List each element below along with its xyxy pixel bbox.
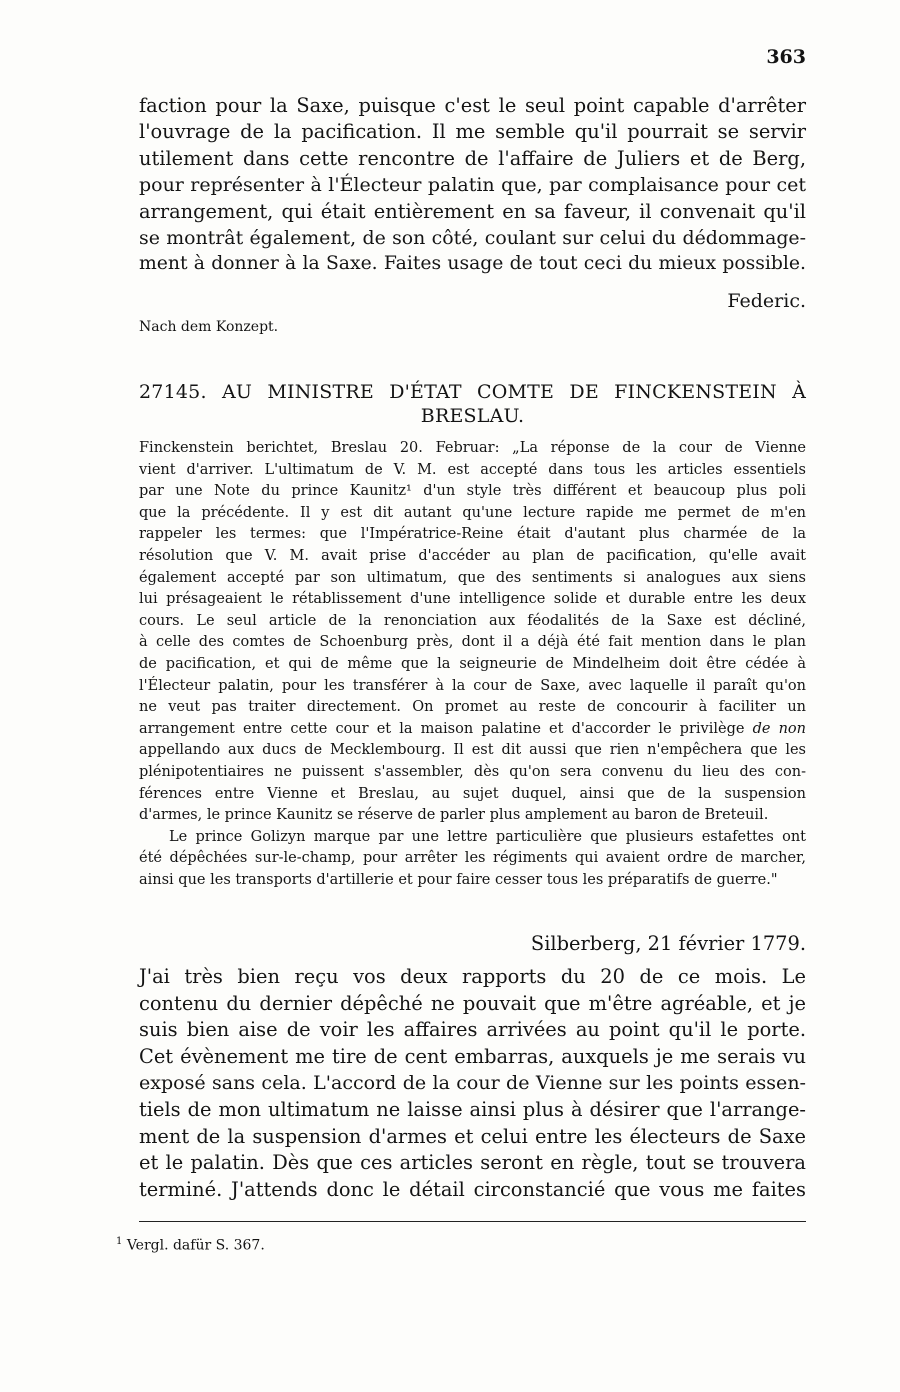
source-note: Nach dem Konzept. — [139, 319, 279, 335]
text-line: et le palatin. Dès que ces articles seront en règle, tout se trouvera — [139, 1151, 806, 1175]
text-segment: arrangement entre cette cour et la maison palatine et d'accorder le privilège — [139, 720, 745, 737]
heading-line: BRESLAU. — [420, 405, 525, 427]
text-line: été dépêchées sur-le-champ, pour arrêter les régiments qui avaient ordre de marcher, — [139, 850, 806, 867]
letter-heading — [139, 380, 806, 428]
text-line: que la précédente. Il y est dit autant qu'une lecture rapide me permet de m'en — [139, 504, 806, 521]
letter-paragraph — [139, 964, 806, 1203]
text-line: également accepté par son ultimatum, que des sentiments si analogues aux siens — [139, 569, 806, 586]
text-line: vient d'arriver. L'ultimatum de V. M. est accepté dans tous les articles essentiels — [139, 461, 806, 478]
text-line: férences entre Vienne et Breslau, au sujet duquel, ainsi que de la suspension — [139, 785, 806, 802]
text-line: Cet évènement me tire de cent embarras, auxquels je me serais vu — [139, 1044, 806, 1068]
text-line: tiels de mon ultimatum ne laisse ainsi plus à désirer que l'arrange- — [139, 1097, 806, 1121]
text-line: Finckenstein berichtet, Breslau 20. Februar: „La réponse de la cour de Vienne — [139, 440, 806, 456]
text-line: plénipotentiaires ne puissent s'assembler, dès qu'on sera convenu du lieu des con- — [139, 763, 806, 780]
text-line: terminé. J'attends donc le détail circonstancié que vous me faites — [139, 1177, 806, 1201]
italic-phrase: de non — [752, 720, 806, 737]
text-line: ment à donner à la Saxe. Faites usage de tout ceci du mieux possible. — [139, 253, 806, 275]
signature: Federic. — [727, 290, 806, 312]
text-line: d'armes, le prince Kaunitz se réserve de parler plus amplement au baron de Breteuil. — [139, 807, 769, 824]
text-line: lui présageaient le rétablissement d'une intelligence solide et durable entre les deux — [139, 591, 806, 608]
text-line: rappeler les termes: que l'Impératrice-Reine était d'autant plus charmée de la — [139, 526, 806, 543]
text-line: de pacification, et qui de même que la seigneurie de Mindelheim doit être cédée à — [139, 655, 806, 672]
text-line: ainsi que les transports d'artillerie et pour faire cesser tous les préparatifs de guerre." — [139, 871, 778, 888]
text-line: arrangement, qui était entièrement en sa faveur, il convenait qu'il — [139, 199, 806, 223]
text-line: J'ai très bien reçu vos deux rapports du 20 de ce mois. Le — [139, 965, 806, 988]
text-line: à celle des comtes de Schoenburg près, dont il a déjà été fait mention dans le plan — [139, 634, 806, 651]
dateline: Silberberg, 21 février 1779. — [530, 932, 806, 955]
text-line: utilement dans cette rencontre de l'affaire de Juliers et de Berg, — [139, 146, 806, 170]
text-line: Le prince Golizyn marque par une lettre particulière que plusieurs estafettes ont — [169, 828, 806, 845]
text-line: par une Note du prince Kaunitz¹ d'un style très différent et beaucoup plus poli — [139, 483, 806, 500]
text-line: pour représenter à l'Électeur palatin que, par complaisance pour cet — [139, 174, 806, 197]
footnote-text: Vergl. dafür S. 367. — [126, 1237, 265, 1254]
report-summary — [139, 438, 806, 891]
text-line: se montrât également, de son côté, coulant sur celui du dédommage- — [139, 227, 806, 250]
text-line: résolution que V. M. avait prise d'accéder au plan de pacification, qu'elle avait — [139, 547, 806, 564]
footnote — [116, 1236, 265, 1254]
text-line: ment de la suspension d'armes et celui entre les électeurs de Saxe — [139, 1124, 806, 1148]
text-line — [139, 719, 806, 741]
text-line: l'ouvrage de la pacification. Il me semble qu'il pourrait se servir — [139, 120, 806, 144]
text-line: faction pour la Saxe, puisque c'est le seul point capable d'arrêter — [139, 94, 806, 117]
footnote-marker: 1 — [116, 1236, 123, 1247]
page-number: 363 — [766, 46, 806, 68]
text-line: cours. Le seul article de la renonciation aux féodalités de la Saxe est décliné, — [139, 612, 806, 629]
text-line: exposé sans cela. L'accord de la cour de Vienne sur les points essen- — [139, 1072, 806, 1095]
text-line: appellando aux ducs de Mecklembourg. Il est dit aussi que rien n'empêchera que les — [139, 742, 806, 759]
text-line: l'Électeur palatin, pour les transférer à la cour de Saxe, avec laquelle il paraît qu'on — [139, 677, 806, 694]
text-line: contenu du dernier dépêché ne pouvait que m'être agréable, et je — [139, 991, 806, 1015]
text-line: ne veut pas traiter directement. On promet au reste de concourir à faciliter un — [139, 699, 806, 716]
text-line: suis bien aise de voir les affaires arrivées au point qu'il le porte. — [139, 1018, 806, 1042]
top-paragraph — [139, 93, 806, 278]
heading-line: 27145. AU MINISTRE D'ÉTAT COMTE DE FINCKENSTEIN À — [139, 381, 806, 403]
footnote-rule — [139, 1221, 806, 1222]
